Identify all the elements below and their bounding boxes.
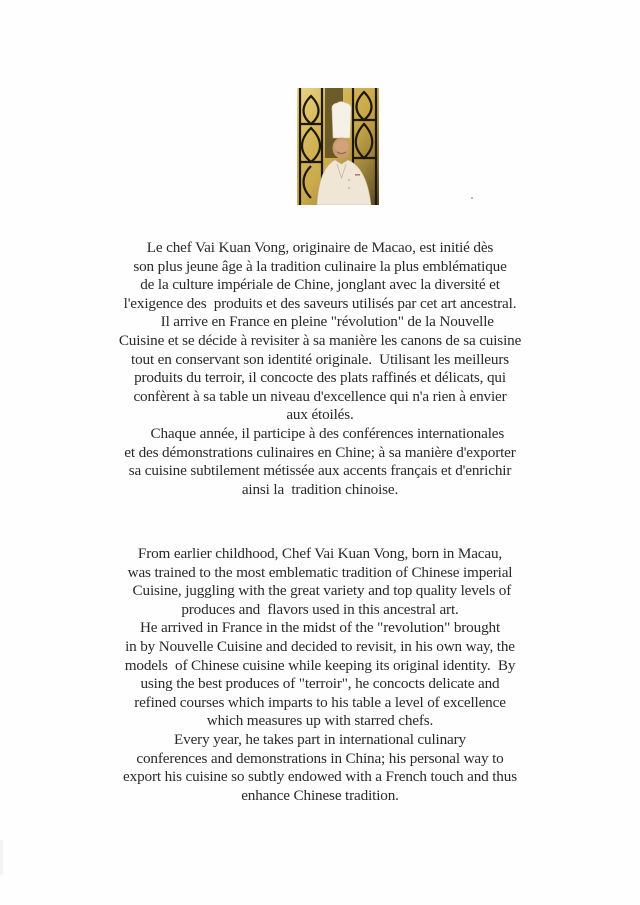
text-line: Every year, he takes part in international culinary [174,730,466,748]
text-line: using the best produces of "terroir", he concocts delicate and [140,675,500,693]
text-line: He arrived in France in the midst of the "revolution" brought [139,619,501,637]
text-line: de la culture impériale de Chine, jonglant avec la diversité et [140,276,500,294]
text-line: Cuisine, juggling with the great variety and top quality levels of [128,582,512,600]
text-line: produces and flavors used in this ancestral art. [181,600,459,618]
chef-portrait-icon [297,88,379,205]
text-line: et des démonstrations culinaires en Chine; à sa manière d'exporter [124,443,516,461]
scan-speck [471,197,473,199]
text-line: confèrent à sa table un niveau d'excellence qui n'a rien à envier [133,387,507,405]
text-line: produits du terroir, il concocte des plats raffinés et délicats, qui [134,369,506,387]
text-line: Le chef Vai Kuan Vong, originaire de Macao, est initié dès [146,239,494,256]
english-biography [100,545,540,805]
chef-portrait-photo [297,88,379,205]
text-line: Il arrive en France en pleine "révolution" de la Nouvelle [146,313,494,331]
text-line: tout en conservant son identité originale. Utilisant les meilleurs [131,350,509,368]
text-line: which measures up with starred chefs. [206,712,434,730]
text-line: Chaque année, il participe à des conférences internationales [135,424,505,442]
text-line: l'exigence des produits et des saveurs utilisés par cet art ancestral. [123,294,517,312]
text-line: conferences and demonstrations in China; his personal way to [136,749,504,767]
text-line: sa cuisine subtilement métissée aux accents français et d'enrichir [128,462,512,480]
text-line: was trained to the most emblematic tradition of Chinese imperial [127,563,513,581]
text-line: in by Nouvelle Cuisine and decided to revisit, in his own way, the [125,637,515,655]
text-line: From earlier childhood, Chef Vai Kuan Vong, born in Macau, [137,545,503,562]
text-line: ainsi la tradition chinoise. [241,480,399,498]
text-line: aux étoilés. [286,406,354,424]
scan-edge-shadow [0,840,3,875]
french-biography [100,239,540,499]
text-line: enhance Chinese tradition. [241,786,399,804]
text-line: refined courses which imparts to his table a level of excellence [134,693,506,711]
text-line: export his cuisine so subtly endowed with a French touch and thus [123,768,517,786]
text-line: son plus jeune âge à la tradition culinaire la plus emblématique [133,257,507,275]
text-line: Cuisine et se décide à revisiter à sa manière les canons de sa cuisine [118,331,522,349]
text-line: models of Chinese cuisine while keeping its original identity. By [124,656,516,674]
